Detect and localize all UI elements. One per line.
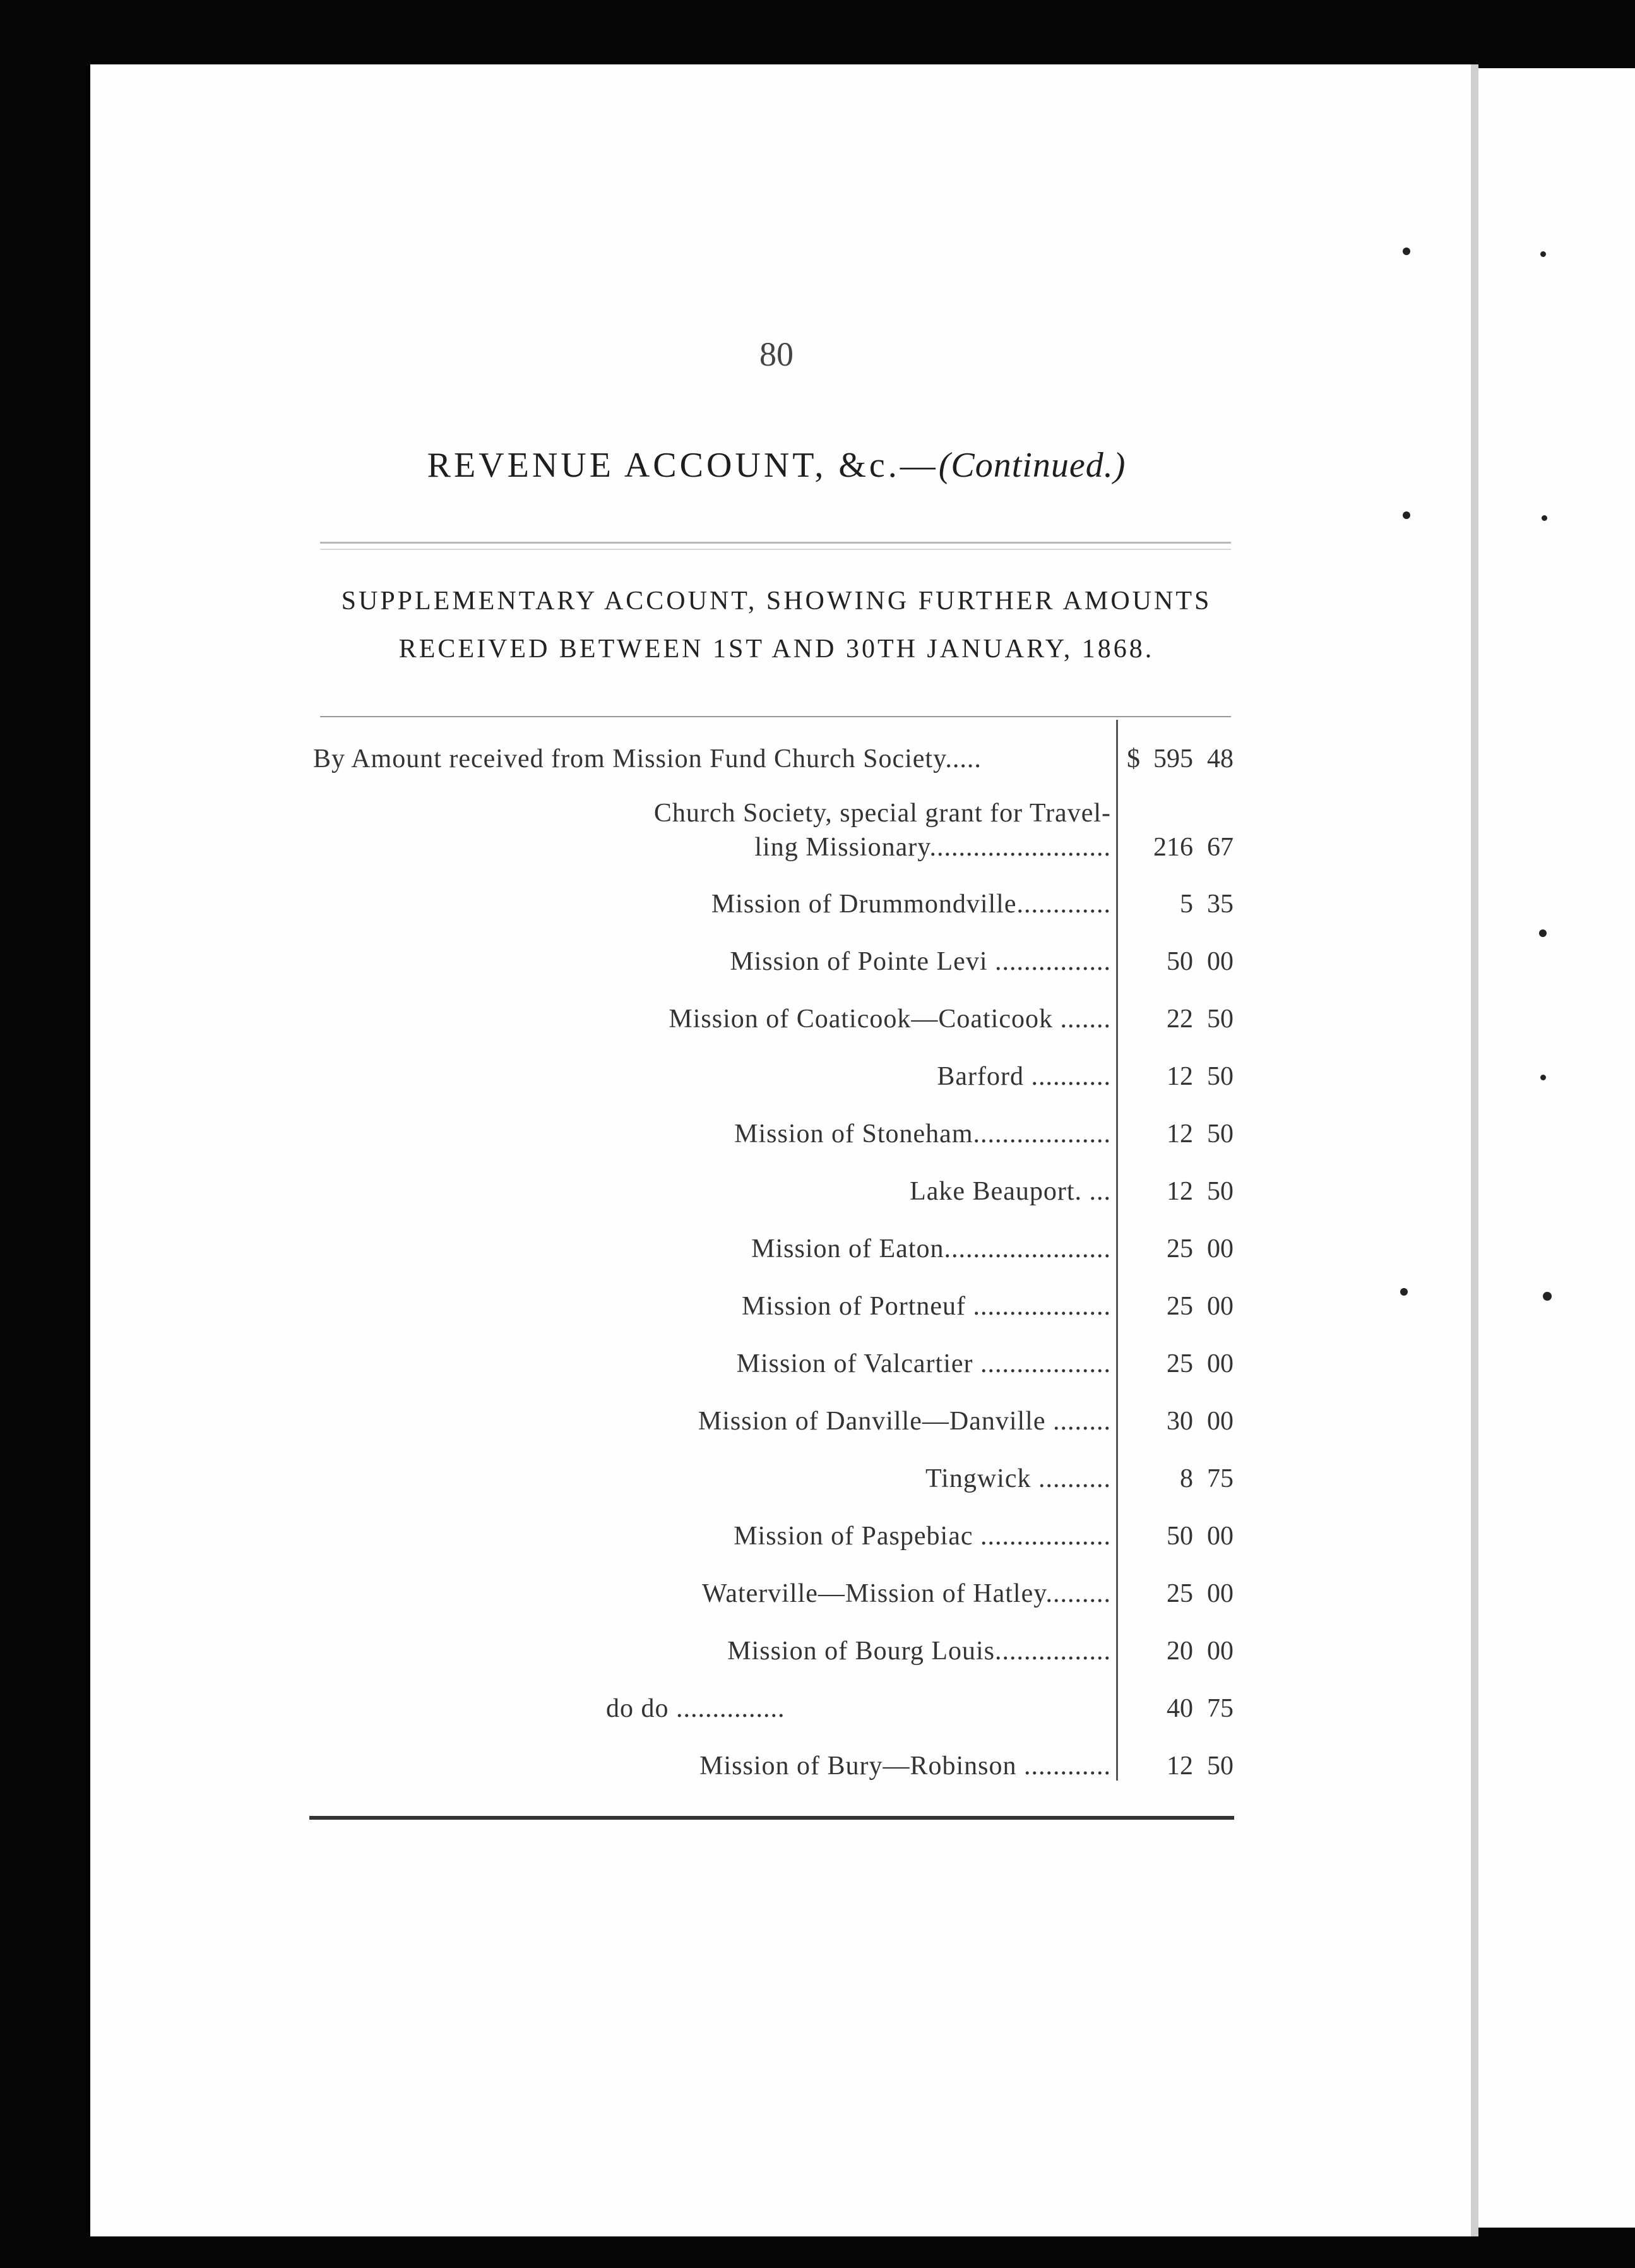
row-label: Waterville—Mission of Hatley......... bbox=[702, 1579, 1111, 1608]
row-dollars: 12 bbox=[1167, 1062, 1193, 1091]
table-row bbox=[0, 1579, 1635, 1616]
table-row bbox=[0, 1234, 1635, 1272]
table-row bbox=[0, 1119, 1635, 1157]
table-bottom-rule bbox=[309, 1816, 1234, 1820]
row-label: By Amount received from Mission Fund Church Society..... bbox=[313, 744, 982, 773]
row-cents: 48 bbox=[1207, 744, 1234, 773]
row-label: do do ............... bbox=[606, 1694, 785, 1723]
row-cents: 50 bbox=[1207, 1752, 1234, 1781]
running-head-text: REVENUE ACCOUNT, &c.— bbox=[427, 446, 939, 485]
speck-mark bbox=[1539, 929, 1547, 937]
row-cents: 75 bbox=[1207, 1694, 1234, 1723]
sub-heading-line-2: RECEIVED BETWEEN 1ST AND 30TH JANUARY, 1868. bbox=[398, 635, 1155, 664]
speck-mark bbox=[1403, 511, 1410, 519]
table-row bbox=[0, 1291, 1635, 1329]
row-label: ling Missionary......................... bbox=[754, 833, 1111, 862]
top-rule-thin bbox=[320, 549, 1231, 550]
row-label: Mission of Drummondville............. bbox=[711, 890, 1111, 919]
table-row bbox=[0, 946, 1635, 984]
row-cents: 00 bbox=[1207, 947, 1234, 976]
row-cents: 00 bbox=[1207, 1407, 1234, 1436]
row-label: Mission of Stoneham................... bbox=[734, 1119, 1111, 1149]
row-label: Mission of Bury—Robinson ............ bbox=[699, 1752, 1111, 1781]
row-cents: 75 bbox=[1207, 1464, 1234, 1493]
row-dollars: 30 bbox=[1167, 1407, 1193, 1436]
row-dollars: 12 bbox=[1167, 1752, 1193, 1781]
row-cents: 67 bbox=[1207, 833, 1234, 862]
row-dollars: 12 bbox=[1167, 1119, 1193, 1149]
row-label: Mission of Portneuf ................... bbox=[742, 1292, 1111, 1321]
row-dollars: 22 bbox=[1167, 1005, 1193, 1034]
table-row bbox=[0, 1061, 1635, 1099]
currency-symbol: $ bbox=[1127, 744, 1140, 773]
row-label: Mission of Paspebiac .................. bbox=[734, 1522, 1111, 1551]
row-cents: 50 bbox=[1207, 1119, 1234, 1149]
row-cents: 00 bbox=[1207, 1637, 1234, 1666]
table-row bbox=[0, 1406, 1635, 1444]
table-row bbox=[0, 1636, 1635, 1674]
row-cents: 00 bbox=[1207, 1292, 1234, 1321]
running-head bbox=[253, 445, 1300, 486]
row-label: Mission of Pointe Levi ................ bbox=[730, 947, 1111, 976]
row-label: Tingwick .......... bbox=[925, 1464, 1111, 1493]
row-dollars: 25 bbox=[1167, 1349, 1193, 1378]
table-row bbox=[0, 799, 1635, 870]
row-cents: 35 bbox=[1207, 890, 1234, 919]
top-rule bbox=[320, 542, 1231, 544]
sub-heading-line-1: SUPPLEMENTARY ACCOUNT, SHOWING FURTHER AMOUNTS bbox=[341, 587, 1212, 616]
row-dollars: 50 bbox=[1167, 1522, 1193, 1551]
row-cents: 00 bbox=[1207, 1234, 1234, 1263]
speck-mark bbox=[1400, 1288, 1408, 1296]
table-row bbox=[0, 889, 1635, 927]
row-dollars: 50 bbox=[1167, 947, 1193, 976]
row-cents: 00 bbox=[1207, 1522, 1234, 1551]
speck-mark bbox=[1542, 515, 1547, 521]
row-cents: 00 bbox=[1207, 1579, 1234, 1608]
page-number: 80 bbox=[759, 335, 794, 373]
row-dollars: 25 bbox=[1167, 1579, 1193, 1608]
speck-mark bbox=[1540, 251, 1546, 257]
speck-mark bbox=[1403, 248, 1410, 255]
table-row bbox=[0, 1693, 1635, 1731]
row-cents: 50 bbox=[1207, 1005, 1234, 1034]
row-label-line-1: Church Society, special grant for Travel- bbox=[653, 799, 1111, 828]
row-cents: 00 bbox=[1207, 1349, 1234, 1378]
table-row bbox=[0, 744, 1635, 782]
row-cents: 50 bbox=[1207, 1177, 1234, 1206]
row-dollars: 12 bbox=[1167, 1177, 1193, 1206]
row-dollars: 8 bbox=[1180, 1464, 1193, 1493]
row-dollars: 25 bbox=[1167, 1234, 1193, 1263]
table-row bbox=[0, 1751, 1635, 1789]
row-cents: 50 bbox=[1207, 1062, 1234, 1091]
speck-mark bbox=[1540, 1075, 1546, 1080]
table-row bbox=[0, 1349, 1635, 1387]
row-dollars: 5 bbox=[1180, 890, 1193, 919]
row-label: Mission of Danville—Danville ........ bbox=[698, 1407, 1111, 1436]
table-row bbox=[0, 1464, 1635, 1501]
row-label: Mission of Valcartier .................. bbox=[736, 1349, 1111, 1378]
row-label: Mission of Coaticook—Coaticook ....... bbox=[669, 1005, 1111, 1034]
row-dollars: 40 bbox=[1167, 1694, 1193, 1723]
row-dollars: 595 bbox=[1153, 744, 1193, 773]
row-dollars: 20 bbox=[1167, 1637, 1193, 1666]
row-label: Mission of Bourg Louis................ bbox=[727, 1637, 1111, 1666]
table-row bbox=[0, 1176, 1635, 1214]
table-row bbox=[0, 1004, 1635, 1042]
row-dollars: 216 bbox=[1153, 833, 1193, 862]
speck-mark bbox=[1543, 1292, 1552, 1301]
table-top-rule bbox=[320, 716, 1231, 717]
row-label: Lake Beauport. ... bbox=[910, 1177, 1111, 1206]
table-row bbox=[0, 1521, 1635, 1559]
row-dollars: 25 bbox=[1167, 1292, 1193, 1321]
row-label: Barford ........... bbox=[937, 1062, 1111, 1091]
running-head-continued: (Continued.) bbox=[938, 446, 1126, 485]
row-label: Mission of Eaton....................... bbox=[751, 1234, 1111, 1263]
